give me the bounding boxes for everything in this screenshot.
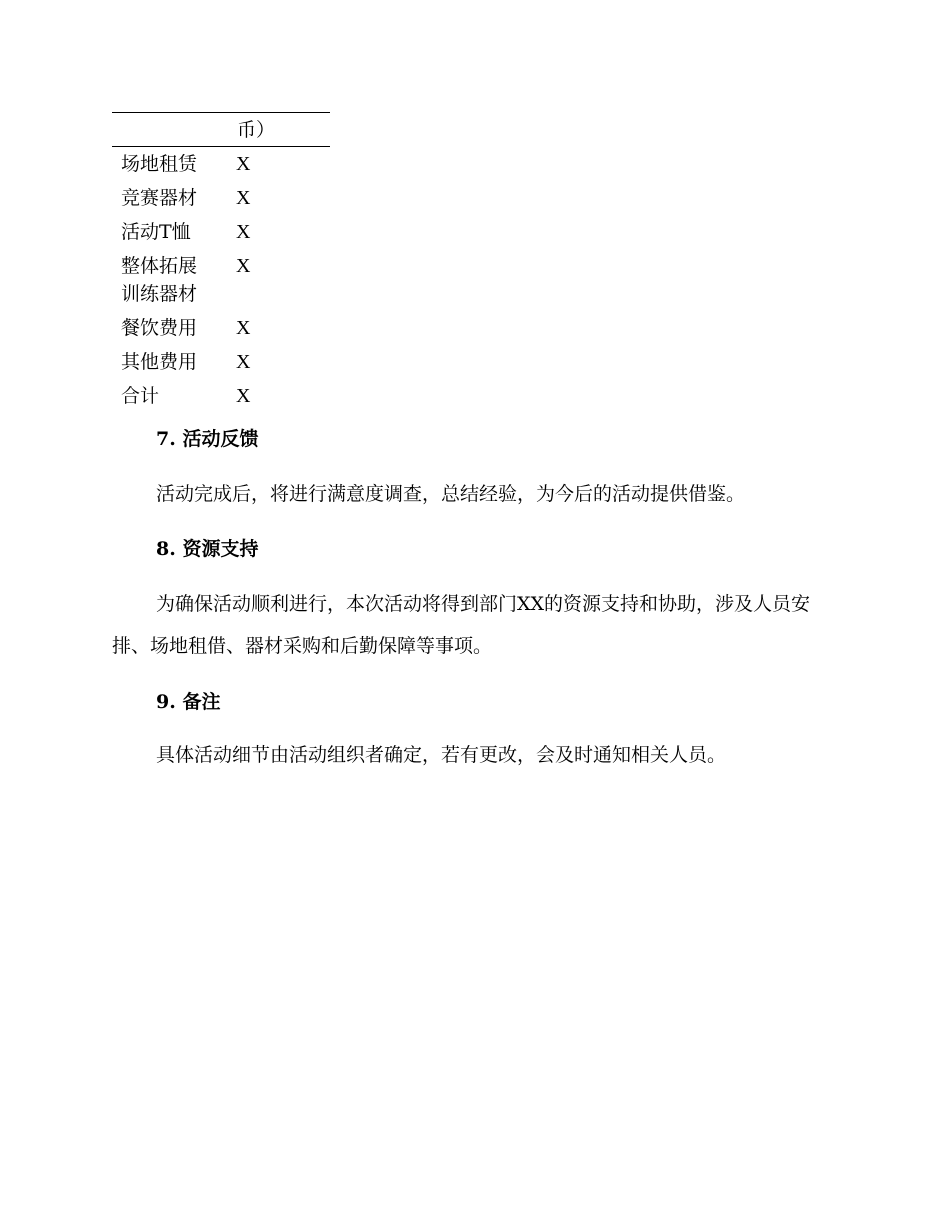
amount-cell: X (236, 221, 251, 243)
item-cell: 竞赛器材 (121, 187, 198, 209)
item-cell: 活动T恤 (121, 221, 191, 243)
table-row (112, 382, 330, 416)
section-title-notes: 9. 备注 (156, 691, 221, 713)
amount-cell: X (236, 317, 251, 339)
paragraph-resources: 为确保活动顺利进行，本次活动将得到部门XX的资源支持和协助，涉及人员安排、场地租借、器材采购和后勤保障等事项。 (112, 593, 811, 657)
section-title-resources: 8. 资源支持 (156, 538, 259, 560)
table-row (112, 314, 330, 348)
item-cell: 场地租赁 (121, 153, 198, 175)
table-row (112, 150, 330, 184)
item-cell: 其他费用 (121, 351, 198, 373)
budget-table (112, 112, 330, 416)
table-row (112, 252, 330, 314)
item-cell: 合计 (121, 385, 160, 407)
table-header-rule (112, 146, 330, 147)
table-row (112, 184, 330, 218)
section-title-feedback: 7. 活动反馈 (156, 428, 259, 450)
amount-cell: X (236, 351, 251, 373)
table-header-row (112, 113, 330, 146)
amount-cell: X (236, 385, 251, 407)
item-cell: 餐饮费用 (121, 317, 198, 339)
paragraph-feedback: 活动完成后，将进行满意度调查，总结经验，为今后的活动提供借鉴。 (156, 483, 746, 505)
item-cell: 整体拓展训练器材 (121, 255, 198, 305)
amount-cell: X (236, 255, 251, 277)
paragraph-notes: 具体活动细节由活动组织者确定，若有更改，会及时通知相关人员。 (156, 744, 727, 766)
amount-cell: X (236, 153, 251, 175)
amount-cell: X (236, 187, 251, 209)
table-row (112, 348, 330, 382)
table-row (112, 218, 330, 252)
table-header-cell: 币） (237, 119, 276, 141)
